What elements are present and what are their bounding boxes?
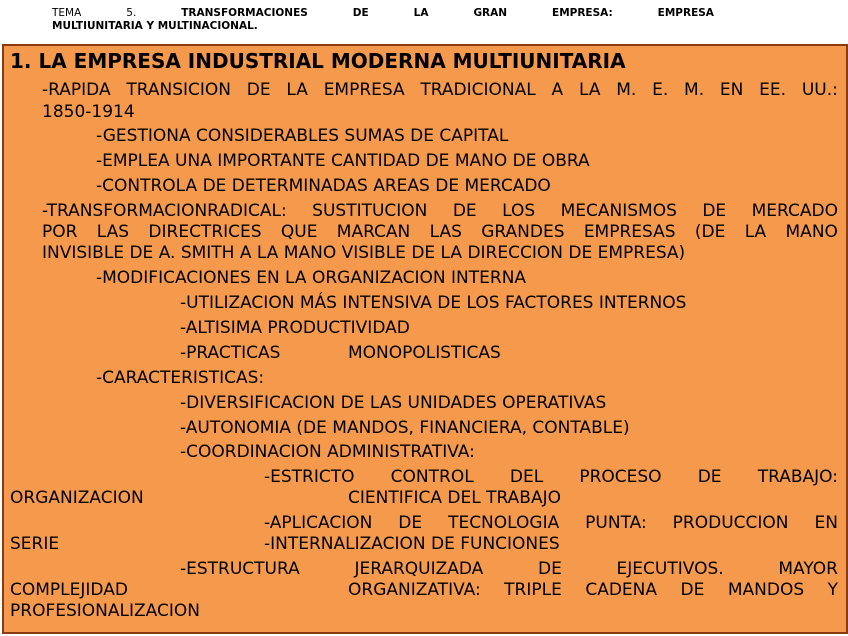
word: EJECUTIVOS.	[616, 559, 724, 579]
word: MAYOR	[778, 559, 838, 579]
word: LAS	[96, 222, 130, 242]
word: DE	[246, 80, 271, 100]
word: LA	[578, 80, 601, 100]
word: GRANDES	[481, 222, 565, 242]
detail-control-line-1	[264, 466, 838, 488]
paragraph-transformation-line-2	[42, 221, 838, 243]
slide-content-box	[2, 44, 848, 634]
bullet-market: -CONTROLA DE DETERMINADAS AREAS DE MERCADO	[96, 176, 551, 196]
word: TRADICIONAL	[420, 80, 536, 100]
item-characteristics: -CARACTERISTICAS:	[96, 368, 265, 388]
paragraph-transition-line-2: 1850-1914	[42, 102, 135, 122]
page-header	[52, 7, 714, 33]
header-word: GRAN	[473, 7, 508, 19]
word: -ESTRUCTURA	[180, 559, 300, 579]
word: LAS	[429, 222, 462, 242]
word: TRANSICION	[126, 80, 231, 100]
header-word: LA	[413, 7, 429, 19]
subitem-coordination: -COORDINACION ADMINISTRATIVA:	[180, 442, 475, 462]
word: TRABAJO:	[757, 467, 838, 487]
word: SUSTITUCION	[312, 201, 428, 221]
subitem-diversification: -DIVERSIFICACION DE LAS UNIDADES OPERATIVAS	[180, 393, 607, 413]
word: A	[551, 80, 564, 100]
word: TRIPLE	[504, 580, 562, 600]
word: M.	[616, 80, 637, 100]
detail-structure-line-2-left: COMPLEJIDAD	[10, 580, 128, 600]
word: POR	[42, 222, 78, 242]
word: EMPRESAS	[583, 222, 676, 242]
subitem-productivity: -ALTISIMA PRODUCTIVIDAD	[180, 318, 410, 338]
word: E.	[652, 80, 669, 100]
detail-internalization: -INTERNALIZACION DE FUNCIONES	[264, 534, 560, 554]
word: JERARQUIZADA	[354, 559, 484, 579]
word: -ESTRICTO	[264, 467, 355, 487]
word: DE	[538, 559, 562, 579]
detail-control-line-2-left: ORGANIZACION	[10, 488, 144, 508]
word: CADENA	[585, 580, 658, 600]
word: PROCESO	[579, 467, 662, 487]
word: MARCAN	[336, 222, 411, 242]
word: -APLICACION	[264, 513, 373, 533]
header-title-line-2: MULTIUNITARIA Y MULTINACIONAL.	[52, 20, 258, 32]
bullet-labor: -EMPLEA UNA IMPORTANTE CANTIDAD DE MANO DE OBRA	[96, 151, 590, 171]
paragraph-transition-line-1	[42, 79, 838, 101]
word: EMPRESA	[323, 80, 405, 100]
word: (DE	[694, 222, 726, 242]
word: EN	[719, 80, 744, 100]
word: -TRANSFORMACIONRADICAL:	[42, 201, 287, 221]
word: -RAPIDA	[42, 80, 111, 100]
subitem-autonomy: -AUTONOMIA (DE MANDOS, FINANCIERA, CONTABLE)	[180, 418, 630, 438]
word: TECNOLOGIA	[448, 513, 560, 533]
word: LOS	[502, 201, 536, 221]
word: DE	[398, 513, 423, 533]
detail-structure-line-2-right	[348, 579, 838, 601]
word: UU.:	[801, 80, 838, 100]
item-internal-organization: -MODIFICACIONES EN LA ORGANIZACION INTERNA	[96, 268, 527, 288]
word: PUNTA:	[585, 513, 647, 533]
detail-structure-line-3: PROFESIONALIZACION	[10, 601, 200, 621]
header-word: TRANSFORMACIONES	[181, 7, 308, 19]
header-word: DE	[352, 7, 369, 19]
word: LA	[744, 222, 767, 242]
bullet-capital: -GESTIONA CONSIDERABLES SUMAS DE CAPITAL	[96, 126, 509, 146]
subitem-factors: -UTILIZACION MÁS INTENSIVA DE LOS FACTORES INTERNOS	[180, 293, 687, 313]
header-title-line-1	[52, 7, 714, 20]
word: CONTROL	[390, 467, 474, 487]
word: PRODUCCION	[672, 513, 789, 533]
word: MERCADO	[751, 201, 838, 221]
header-word: EMPRESA	[657, 7, 714, 19]
word: LA	[286, 80, 308, 100]
subitem-practices: -PRACTICAS	[180, 343, 281, 363]
word: QUE	[280, 222, 318, 242]
detail-control-line-2-right: CIENTIFICA DEL TRABAJO	[348, 488, 561, 508]
subitem-practices-cont: MONOPOLISTICAS	[348, 343, 501, 363]
word: EN	[814, 513, 838, 533]
header-word: EMPRESA:	[552, 7, 613, 19]
word: MECANISMOS	[560, 201, 677, 221]
word: DEL	[509, 467, 544, 487]
word: M.	[684, 80, 705, 100]
detail-technology-line-1	[264, 512, 838, 534]
detail-technology-line-2-left: SERIE	[10, 534, 60, 554]
paragraph-transformation-line-3: INVISIBLE DE A. SMITH A LA MANO VISIBLE DE LA DIRECCION DE EMPRESA)	[42, 243, 686, 263]
word: DE	[702, 201, 727, 221]
word: DE	[697, 467, 722, 487]
word: ORGANIZATIVA:	[348, 580, 481, 600]
word: DE	[680, 580, 705, 600]
slide-heading: 1. LA EMPRESA INDUSTRIAL MODERNA MULTIUNITARIA	[10, 49, 626, 73]
header-word: 5.	[126, 7, 137, 19]
word: MANO	[785, 222, 838, 242]
detail-structure-line-1	[180, 558, 838, 580]
word: DIRECTRICES	[148, 222, 262, 242]
word: EE.	[759, 80, 787, 100]
paragraph-transformation-line-1	[42, 200, 838, 222]
header-word: TEMA	[52, 7, 82, 19]
word: MANDOS	[727, 580, 805, 600]
word: Y	[827, 580, 838, 600]
word: DE	[452, 201, 477, 221]
